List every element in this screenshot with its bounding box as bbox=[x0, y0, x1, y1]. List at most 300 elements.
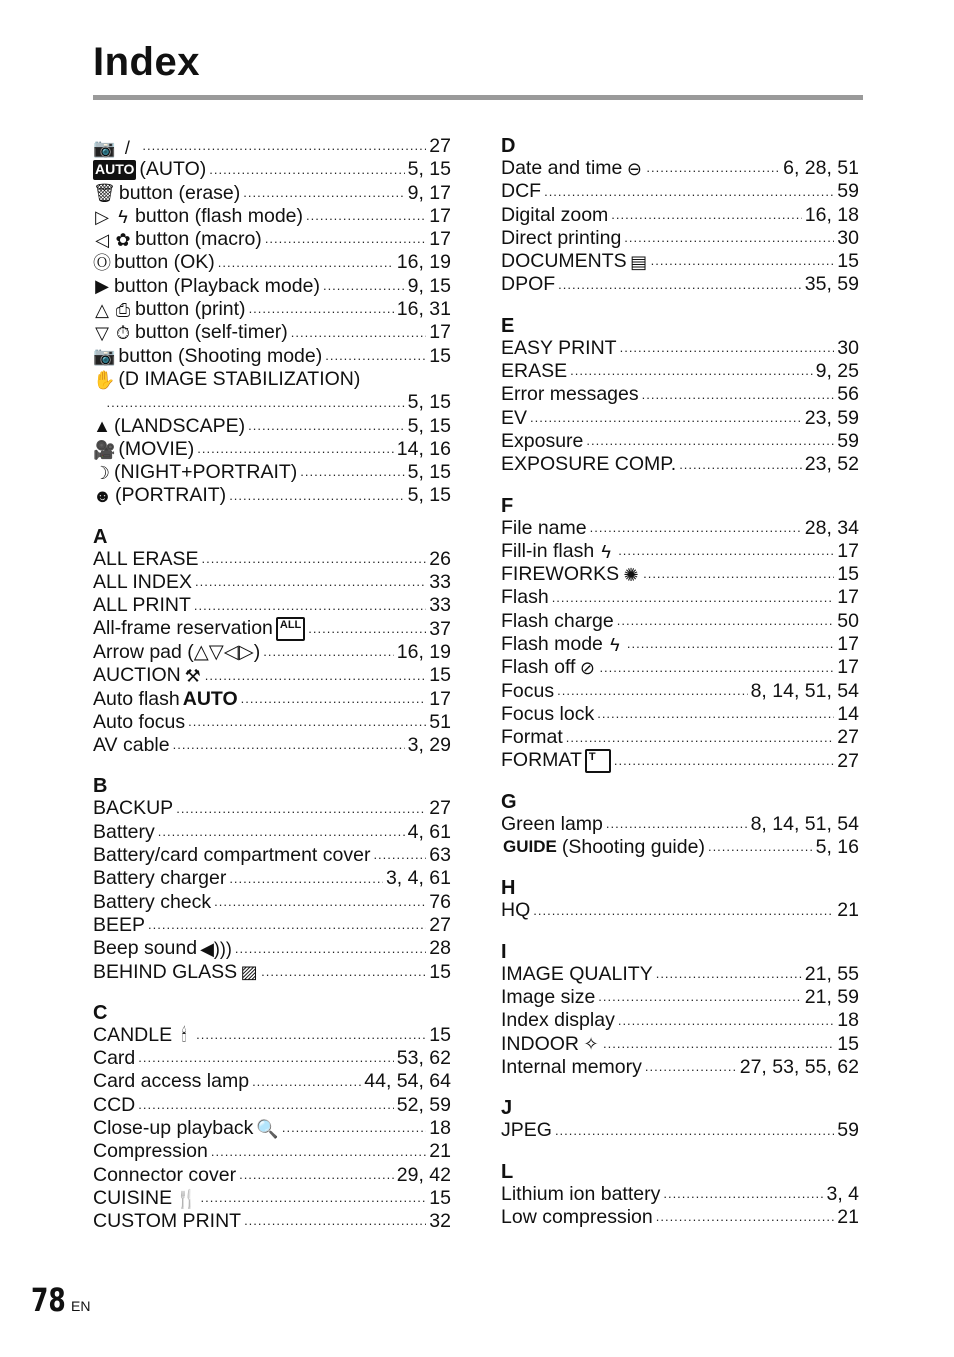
dot-leader bbox=[229, 872, 383, 886]
dot-leader bbox=[244, 1214, 426, 1228]
auction-icon: ⚒ bbox=[184, 665, 201, 686]
index-entry bbox=[93, 438, 451, 461]
entry-pages: 3, 4 bbox=[826, 1182, 859, 1205]
dot-leader bbox=[263, 645, 394, 659]
entry-pages: 27 bbox=[837, 749, 859, 772]
index-section-g bbox=[501, 773, 859, 860]
index-entry bbox=[501, 836, 859, 859]
dot-leader bbox=[679, 458, 802, 472]
entry-pages: 5, 15 bbox=[407, 391, 451, 414]
index-entry bbox=[501, 453, 859, 476]
entry-pages: 6, 28, 51 bbox=[783, 157, 859, 179]
print-icon: ⎙ bbox=[115, 299, 131, 320]
index-section-e bbox=[501, 297, 859, 477]
dot-leader bbox=[566, 731, 835, 745]
movie-icon: 🎥 bbox=[93, 439, 116, 460]
entry-label: Flash off bbox=[501, 656, 576, 679]
section-letter: H bbox=[501, 877, 516, 900]
index-entry bbox=[93, 844, 451, 867]
dot-leader bbox=[148, 918, 426, 932]
dot-leader bbox=[663, 1187, 823, 1201]
entry-label: DOCUMENTS bbox=[501, 250, 627, 273]
entry-pages: 14, 16 bbox=[396, 437, 451, 460]
entry-label: Image size bbox=[501, 986, 596, 1009]
section-letter: B bbox=[93, 775, 108, 798]
index-entry bbox=[501, 586, 859, 609]
entry-label: DCF bbox=[501, 180, 542, 203]
entry-pages: 5, 15 bbox=[407, 461, 451, 484]
index-entry bbox=[93, 484, 451, 507]
dot-leader bbox=[611, 208, 801, 222]
format-icon: T bbox=[585, 749, 611, 773]
entry-label: CANDLE bbox=[93, 1023, 173, 1046]
entry-label: Battery charger bbox=[93, 867, 227, 890]
index-entry bbox=[93, 135, 451, 158]
entry-pages: 15 bbox=[429, 664, 451, 687]
index-entry bbox=[501, 610, 859, 633]
dot-leader bbox=[218, 256, 394, 270]
entry-pages: 21 bbox=[429, 1140, 451, 1163]
dot-leader bbox=[282, 1121, 426, 1135]
dot-leader bbox=[252, 1075, 361, 1089]
page-number: 78 bbox=[31, 1281, 66, 1319]
index-section-l bbox=[501, 1143, 859, 1230]
entry-pages: 17 bbox=[837, 656, 859, 679]
entry-label: button (OK) bbox=[114, 251, 215, 274]
portrait-icon: ☻ bbox=[93, 486, 112, 507]
entry-label: Low compression bbox=[501, 1205, 653, 1228]
index-entry bbox=[93, 158, 451, 181]
entry-label: (AUTO) bbox=[139, 158, 207, 181]
index-entry bbox=[501, 383, 859, 406]
index-entry bbox=[93, 391, 451, 414]
entry-pages: 59 bbox=[837, 429, 859, 452]
index-entry bbox=[93, 251, 451, 274]
dot-leader bbox=[214, 895, 426, 909]
entry-pages: 33 bbox=[429, 594, 451, 617]
clock-icon: ⊖ bbox=[626, 158, 642, 179]
index-entry bbox=[501, 703, 859, 726]
entry-pages: 18 bbox=[837, 1009, 859, 1032]
dot-leader bbox=[614, 754, 834, 768]
index-entry bbox=[501, 1206, 859, 1229]
index-entry bbox=[93, 1070, 451, 1093]
entry-pages: 53, 62 bbox=[396, 1047, 451, 1070]
entry-pages: 28, 34 bbox=[804, 516, 859, 539]
entry-label: Format bbox=[501, 726, 563, 749]
entry-pages: 4, 61 bbox=[407, 820, 451, 843]
entry-label: BACKUP bbox=[93, 797, 174, 820]
down-arrow-icon: ▽ bbox=[95, 323, 109, 344]
entry-label: BEHIND GLASS bbox=[93, 960, 238, 983]
entry-label: DPOF bbox=[501, 273, 556, 296]
all-frame-icon: ALL bbox=[276, 617, 305, 641]
entry-pages: 17 bbox=[429, 687, 451, 710]
index-entry bbox=[93, 711, 451, 734]
dot-leader bbox=[211, 1145, 426, 1159]
index-entry bbox=[501, 963, 859, 986]
dot-leader bbox=[598, 990, 801, 1004]
dot-leader bbox=[306, 209, 426, 223]
dot-leader bbox=[624, 231, 834, 245]
flash-off-icon: ⊘ bbox=[579, 657, 595, 678]
dot-leader bbox=[373, 848, 426, 862]
dot-leader bbox=[555, 1124, 834, 1138]
index-entry bbox=[501, 563, 859, 586]
index-entry bbox=[501, 517, 859, 540]
dot-leader bbox=[291, 326, 427, 340]
entry-label: FORMAT bbox=[501, 749, 582, 772]
entry-label: Battery/card compartment cover bbox=[93, 844, 371, 867]
index-entry bbox=[93, 1047, 451, 1070]
entry-pages: 15 bbox=[429, 1186, 451, 1209]
dot-leader bbox=[173, 738, 405, 752]
dot-leader bbox=[106, 396, 404, 410]
entry-label: Card access lamp bbox=[93, 1070, 250, 1093]
index-entry bbox=[93, 1164, 451, 1187]
entry-label: Flash charge bbox=[501, 609, 614, 632]
index-entry bbox=[93, 205, 451, 228]
ok-icon: Ⓞ bbox=[93, 253, 111, 274]
index-entry bbox=[93, 182, 451, 205]
index-entry bbox=[93, 1140, 451, 1163]
behind-glass-icon: ▨ bbox=[240, 962, 258, 983]
dot-leader bbox=[325, 349, 426, 363]
index-entry bbox=[93, 1210, 451, 1233]
entry-pages: 14 bbox=[837, 702, 859, 725]
entry-pages: 16, 31 bbox=[396, 298, 451, 321]
entry-pages: 17 bbox=[837, 586, 859, 609]
entry-label: (LANDSCAPE) bbox=[114, 414, 246, 437]
entry-label: Green lamp bbox=[501, 812, 603, 835]
entry-label: button (self-timer) bbox=[135, 321, 288, 344]
speaker-icon: ◀))) bbox=[200, 938, 232, 959]
entry-pages: 33 bbox=[429, 571, 451, 594]
entry-pages: 21, 55 bbox=[804, 962, 859, 985]
dot-leader bbox=[158, 825, 405, 839]
index-entry bbox=[93, 228, 451, 251]
index-entry bbox=[501, 180, 859, 203]
entry-pages: 32 bbox=[429, 1210, 451, 1233]
dot-leader bbox=[618, 544, 834, 558]
section-letter: D bbox=[501, 135, 516, 157]
index-section-a bbox=[93, 508, 451, 758]
documents-icon: ▤ bbox=[630, 251, 648, 272]
entry-pages: 8, 14, 51, 54 bbox=[750, 812, 859, 835]
dot-leader bbox=[138, 1098, 394, 1112]
index-entry bbox=[501, 656, 859, 679]
index-section-i bbox=[501, 923, 859, 1079]
entry-label: Close-up playback bbox=[93, 1116, 254, 1139]
entry-pages: 15 bbox=[837, 563, 859, 586]
entry-label: Auto flash bbox=[93, 687, 180, 710]
index-entry bbox=[501, 360, 859, 383]
dot-leader bbox=[599, 661, 834, 675]
dot-leader bbox=[603, 1037, 834, 1051]
entry-pages: 15 bbox=[429, 344, 451, 367]
dot-leader bbox=[323, 279, 405, 293]
entry-label: button (macro) bbox=[135, 228, 262, 251]
entry-label: Compression bbox=[93, 1140, 208, 1163]
index-entry bbox=[501, 726, 859, 749]
entry-label: BEEP bbox=[93, 913, 146, 936]
entry-pages: 63 bbox=[429, 844, 451, 867]
entry-pages: 17 bbox=[837, 633, 859, 656]
dot-leader bbox=[530, 411, 802, 425]
dot-leader bbox=[188, 715, 426, 729]
index-entry bbox=[501, 750, 859, 773]
section-letter: A bbox=[93, 525, 108, 548]
index-entry bbox=[501, 899, 859, 922]
entry-pages: 15 bbox=[429, 960, 451, 983]
entry-label: INDOOR bbox=[501, 1032, 579, 1055]
dot-leader bbox=[201, 1191, 427, 1205]
index-section-c bbox=[93, 984, 451, 1234]
dot-leader bbox=[229, 489, 404, 503]
entry-label: Index display bbox=[501, 1009, 615, 1032]
index-entry bbox=[501, 1056, 859, 1079]
index-column-left bbox=[93, 135, 451, 1233]
entry-label: EV bbox=[501, 406, 528, 429]
dot-leader bbox=[248, 419, 405, 433]
entry-label: ALL ERASE bbox=[93, 547, 199, 570]
playback-icon: / bbox=[124, 138, 130, 159]
entry-pages: 28 bbox=[429, 937, 451, 960]
flash-icon: ϟ bbox=[118, 206, 128, 227]
entry-label: ERASE bbox=[501, 360, 568, 383]
index-entry bbox=[93, 734, 451, 757]
index-entry bbox=[93, 618, 451, 641]
index-entry bbox=[501, 1119, 859, 1142]
index-entry bbox=[93, 914, 451, 937]
right-arrow-icon: ▷ bbox=[95, 206, 109, 227]
entry-pages: 27 bbox=[429, 913, 451, 936]
index-section-b bbox=[93, 757, 451, 983]
index-entry bbox=[501, 273, 859, 296]
dot-leader bbox=[643, 567, 834, 581]
entry-label: All-frame reservation bbox=[93, 617, 273, 640]
night-portrait-icon: ☽ bbox=[93, 462, 111, 483]
flash-icon: ϟ bbox=[610, 634, 620, 655]
dot-leader bbox=[708, 840, 813, 854]
index-entry bbox=[93, 664, 451, 687]
dot-leader bbox=[646, 161, 780, 175]
up-arrow-icon: △ bbox=[95, 299, 109, 320]
index-section-h bbox=[501, 859, 859, 922]
section-letter: L bbox=[501, 1160, 514, 1183]
dot-leader bbox=[558, 278, 802, 292]
guide-icon: GUIDE bbox=[503, 836, 557, 856]
dot-leader bbox=[243, 186, 404, 200]
entry-pages: 5, 16 bbox=[815, 836, 859, 859]
playback-icon: ▶ bbox=[95, 276, 109, 297]
entry-label: Arrow pad (△▽◁▷) bbox=[93, 640, 261, 663]
index-entry bbox=[93, 321, 451, 344]
dot-leader bbox=[557, 684, 747, 698]
landscape-icon: ▲ bbox=[93, 416, 111, 437]
index-entry bbox=[501, 813, 859, 836]
entry-label: Fill-in flash bbox=[501, 539, 595, 562]
dot-leader bbox=[645, 1060, 737, 1074]
dot-leader bbox=[606, 817, 748, 831]
entry-label: (NIGHT+PORTRAIT) bbox=[114, 461, 298, 484]
flash-icon: ϟ bbox=[601, 541, 611, 562]
section-letter: E bbox=[501, 314, 515, 337]
entry-pages: 23, 59 bbox=[804, 406, 859, 429]
indoor-icon: ✧ bbox=[583, 1034, 599, 1055]
auto-icon: AUTO bbox=[93, 160, 136, 180]
index-section-symbols bbox=[93, 135, 451, 508]
entry-label: IMAGE QUALITY bbox=[501, 962, 653, 985]
entry-label: Error messages bbox=[501, 383, 639, 406]
dot-leader bbox=[209, 163, 404, 177]
entry-pages: 51 bbox=[429, 710, 451, 733]
entry-pages: 3, 4, 61 bbox=[385, 867, 451, 890]
index-entry bbox=[501, 430, 859, 453]
dot-leader bbox=[617, 614, 835, 628]
entry-pages: 52, 59 bbox=[396, 1093, 451, 1116]
entry-label: CCD bbox=[93, 1093, 136, 1116]
entry-label: HQ bbox=[501, 899, 531, 922]
dot-leader bbox=[651, 254, 835, 268]
index-entry bbox=[501, 1033, 859, 1056]
index-entry bbox=[93, 345, 451, 368]
index-entry bbox=[501, 986, 859, 1009]
entry-label: Flash bbox=[501, 586, 549, 609]
entry-label: Beep sound bbox=[93, 937, 198, 960]
index-entry bbox=[93, 641, 451, 664]
entry-label: Connector cover bbox=[93, 1163, 237, 1186]
index-entry bbox=[93, 1187, 451, 1210]
dot-leader bbox=[202, 552, 427, 566]
index-entry bbox=[93, 275, 451, 298]
entry-label: Internal memory bbox=[501, 1055, 642, 1078]
dot-leader bbox=[586, 434, 834, 448]
dot-leader bbox=[176, 802, 426, 816]
entry-label: button (print) bbox=[135, 298, 246, 321]
fireworks-icon: ✺ bbox=[623, 564, 639, 585]
index-entry bbox=[501, 407, 859, 430]
dot-leader bbox=[656, 967, 802, 981]
dot-leader bbox=[590, 521, 802, 535]
page-language: EN bbox=[71, 1298, 91, 1314]
camera-icon: 📷 bbox=[93, 346, 116, 367]
section-letter: C bbox=[93, 1001, 108, 1024]
dot-leader bbox=[195, 575, 426, 589]
entry-pages: 21 bbox=[837, 1205, 859, 1228]
candle-icon: 🕯 bbox=[181, 1025, 187, 1046]
entry-label: ALL INDEX bbox=[93, 571, 192, 594]
entry-pages: 3, 29 bbox=[407, 734, 451, 757]
entry-label: button (erase) bbox=[118, 181, 241, 204]
entry-pages: 15 bbox=[837, 250, 859, 273]
entry-pages: 21, 59 bbox=[804, 986, 859, 1009]
index-entry bbox=[93, 415, 451, 438]
index-entry bbox=[93, 867, 451, 890]
index-entry bbox=[501, 157, 859, 180]
entry-pages: 56 bbox=[837, 383, 859, 406]
dot-leader bbox=[627, 637, 834, 651]
entry-label: EXPOSURE COMP. bbox=[501, 453, 677, 476]
entry-pages: 21 bbox=[837, 899, 859, 922]
entry-pages: 17 bbox=[429, 228, 451, 251]
stabilization-icon: ✋ bbox=[93, 369, 116, 390]
auto-flash-mark: AUTO bbox=[182, 687, 238, 710]
entry-pages: 23, 52 bbox=[804, 453, 859, 476]
page-footer bbox=[31, 1281, 90, 1319]
entry-pages: 59 bbox=[837, 1119, 859, 1142]
section-letter: F bbox=[501, 494, 514, 517]
entry-label: JPEG bbox=[501, 1119, 552, 1142]
entry-pages: 9, 25 bbox=[815, 360, 859, 383]
entry-pages: 5, 15 bbox=[407, 484, 451, 507]
index-section-j bbox=[501, 1079, 859, 1142]
index-column-right bbox=[501, 135, 859, 1229]
dot-leader bbox=[197, 442, 394, 456]
entry-pages: 9, 17 bbox=[407, 181, 451, 204]
section-letter: G bbox=[501, 790, 517, 813]
index-entry bbox=[93, 937, 451, 960]
entry-label: Digital zoom bbox=[501, 203, 609, 226]
dot-leader bbox=[656, 1210, 835, 1224]
entry-pages: 5, 15 bbox=[407, 158, 451, 181]
entry-pages: 50 bbox=[837, 609, 859, 632]
index-entry bbox=[93, 571, 451, 594]
index-entry bbox=[501, 227, 859, 250]
zoom-icon: 🔍 bbox=[256, 1118, 279, 1139]
index-entry bbox=[93, 891, 451, 914]
entry-label: button (Playback mode) bbox=[114, 274, 320, 297]
entry-pages: 8, 14, 51, 54 bbox=[750, 679, 859, 702]
entry-pages: 76 bbox=[429, 890, 451, 913]
entry-pages: 30 bbox=[837, 226, 859, 249]
dot-leader bbox=[205, 669, 427, 683]
entry-label: Focus lock bbox=[501, 702, 595, 725]
entry-label: (PORTRAIT) bbox=[114, 484, 227, 507]
entry-label: ALL PRINT bbox=[93, 594, 191, 617]
page-title: Index bbox=[93, 40, 200, 84]
index-entry bbox=[501, 540, 859, 563]
dot-leader bbox=[308, 622, 426, 636]
index-entry bbox=[93, 821, 451, 844]
self-timer-icon: ⏱ bbox=[115, 323, 131, 344]
entry-pages: 30 bbox=[837, 336, 859, 359]
index-entry bbox=[501, 1183, 859, 1206]
dot-leader bbox=[235, 942, 426, 956]
index-entry bbox=[501, 337, 859, 360]
entry-label: Flash mode bbox=[501, 633, 603, 656]
entry-label: Battery check bbox=[93, 890, 212, 913]
dot-leader bbox=[241, 692, 427, 706]
left-arrow-icon: ◁ bbox=[95, 229, 109, 250]
camera-icon: 📷 bbox=[93, 138, 116, 159]
entry-label: Exposure bbox=[501, 429, 584, 452]
trash-icon: 🗑 bbox=[93, 183, 116, 204]
index-entry bbox=[501, 250, 859, 273]
dot-leader bbox=[239, 1168, 394, 1182]
dot-leader bbox=[265, 232, 426, 246]
dot-leader bbox=[618, 1014, 834, 1028]
index-entry bbox=[501, 1009, 859, 1032]
entry-pages: 27 bbox=[837, 726, 859, 749]
title-rule bbox=[93, 95, 863, 100]
dot-leader bbox=[261, 965, 426, 979]
entry-pages: 15 bbox=[837, 1032, 859, 1055]
index-entry bbox=[93, 688, 451, 711]
index-entry bbox=[93, 368, 451, 391]
entry-pages: 17 bbox=[429, 204, 451, 227]
entry-pages: 15 bbox=[429, 1023, 451, 1046]
